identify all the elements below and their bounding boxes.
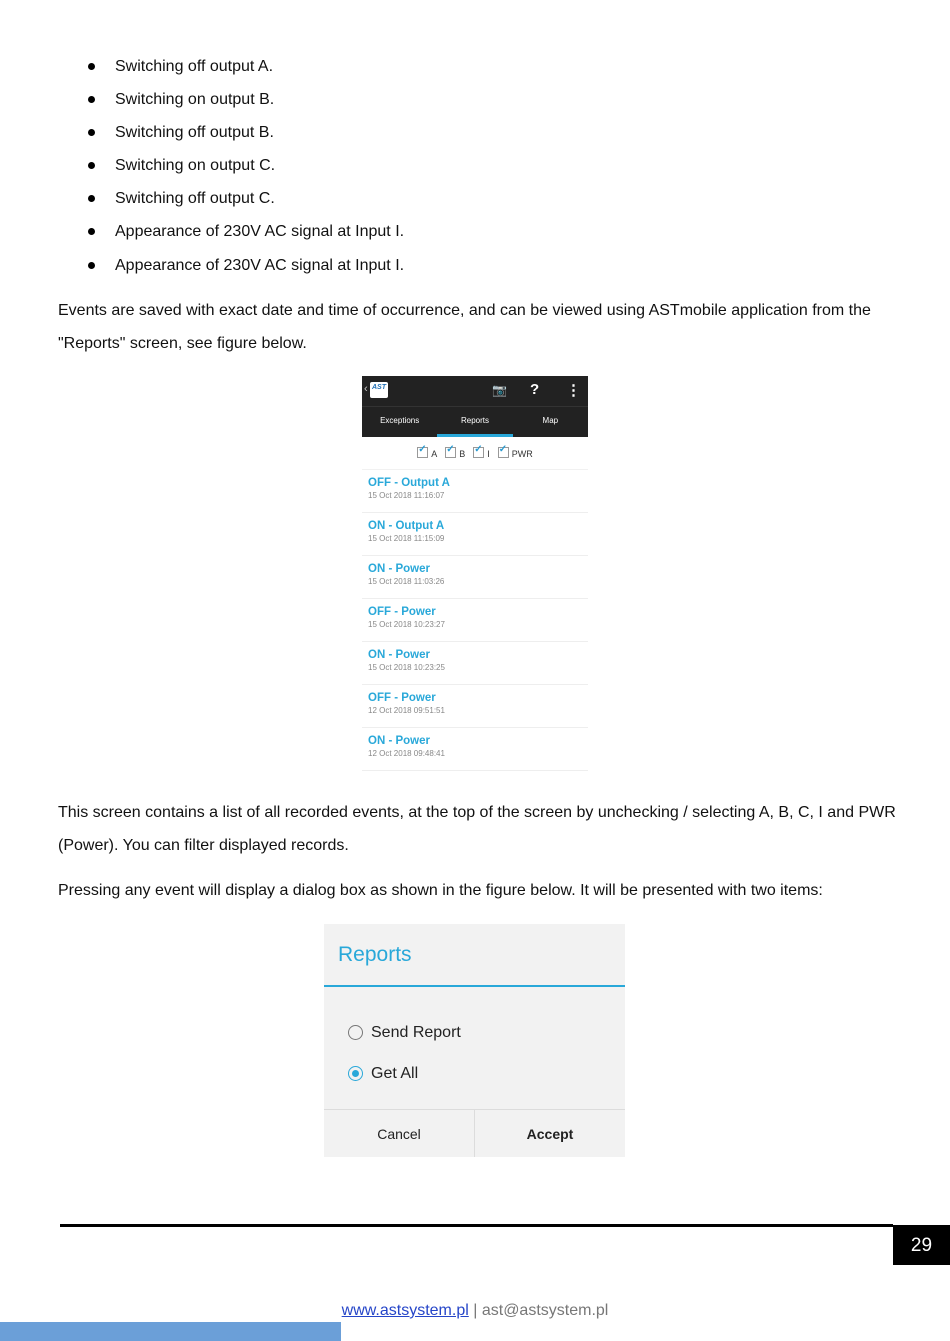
ast-logo: AST — [370, 382, 388, 398]
event-title: ON - Output A — [368, 520, 445, 532]
help-icon[interactable]: ? — [530, 381, 540, 398]
reports-screenshot — [362, 376, 588, 775]
event-item[interactable] — [362, 642, 588, 685]
event-date: 12 Oct 2018 09:51:51 — [368, 706, 445, 715]
bullet-text: Appearance of 230V AC signal at Input I. — [115, 223, 405, 241]
checkbox-icon[interactable] — [473, 447, 484, 458]
filter-a[interactable] — [417, 447, 437, 459]
filter-label: A — [431, 449, 438, 459]
radio-checked-icon[interactable] — [348, 1066, 363, 1081]
filter-label: I — [487, 449, 490, 459]
event-title: OFF - Output A — [368, 477, 450, 489]
bullet-item — [86, 89, 404, 122]
filter-label: B — [459, 449, 466, 459]
bullet-icon — [88, 129, 95, 136]
bullet-icon — [88, 162, 95, 169]
checkbox-icon[interactable] — [445, 447, 456, 458]
radio-unchecked-icon[interactable] — [348, 1025, 363, 1040]
back-icon[interactable]: ‹ — [364, 383, 368, 395]
more-icon[interactable]: ⋮ — [566, 382, 581, 399]
paragraph-dialog-intro: Pressing any event will display a dialog box as shown in the figure below. It will be presented with two items: — [58, 882, 823, 899]
dialog-title: Reports — [324, 924, 625, 987]
event-item[interactable] — [362, 728, 588, 771]
filter-b[interactable] — [445, 447, 465, 459]
footer-contact — [0, 1302, 950, 1320]
option-label: Send Report — [371, 1024, 461, 1041]
footer-rule — [60, 1224, 893, 1227]
bullet-text: Appearance of 230V AC signal at Input I. — [115, 256, 405, 274]
footer-separator: | — [473, 1302, 478, 1319]
bullet-text: Switching on output B. — [115, 91, 275, 109]
event-title: ON - Power — [368, 735, 430, 747]
bullet-text: Switching off output A. — [115, 58, 274, 75]
option-send-report[interactable] — [348, 1023, 461, 1043]
bullet-list — [86, 56, 404, 288]
camera-icon[interactable]: 📷 — [492, 383, 507, 397]
page-number: 29 — [893, 1225, 950, 1265]
tab-reports[interactable]: Reports — [437, 407, 512, 437]
tab-bar — [362, 406, 588, 437]
paragraph-events-saved: Events are saved with exact date and time of occurrence, and can be viewed using ASTmobile application from the "Reports" screen, see figure below. — [58, 302, 871, 352]
bullet-icon — [88, 228, 95, 235]
event-item[interactable] — [362, 685, 588, 728]
footer-color-bar — [0, 1322, 341, 1341]
event-date: 15 Oct 2018 11:16:07 — [368, 491, 445, 500]
event-title: ON - Power — [368, 649, 430, 661]
filter-i[interactable] — [473, 447, 490, 459]
bullet-item — [86, 155, 404, 188]
event-item[interactable] — [362, 599, 588, 642]
bullet-text: Switching off output B. — [115, 124, 274, 142]
reports-dialog — [324, 924, 625, 1157]
event-item[interactable] — [362, 556, 588, 599]
bullet-icon — [88, 96, 95, 103]
bullet-text: Switching off output C. — [115, 190, 275, 208]
event-date: 15 Oct 2018 10:23:25 — [368, 663, 445, 672]
bullet-item — [86, 255, 404, 288]
footer-email: ast@astsystem.pl — [481, 1302, 609, 1319]
paragraph-screen-description: This screen contains a list of all recorded events, at the top of the screen by unchecking / selecting A, B, C, I and PWR (Power). You can filter displayed records. — [58, 804, 896, 854]
filter-row — [362, 437, 588, 470]
event-date: 15 Oct 2018 11:15:09 — [368, 534, 445, 543]
event-title: ON - Power — [368, 563, 430, 575]
dialog-buttons — [324, 1109, 625, 1157]
option-label: Get All — [371, 1065, 419, 1082]
event-date: 15 Oct 2018 10:23:27 — [368, 620, 445, 629]
checkbox-icon[interactable] — [498, 447, 509, 458]
bullet-item — [86, 56, 404, 89]
cancel-button[interactable]: Cancel — [377, 1126, 421, 1142]
tab-exceptions[interactable]: Exceptions — [380, 416, 420, 425]
event-date: 12 Oct 2018 09:48:41 — [368, 749, 445, 758]
filter-pwr[interactable] — [498, 447, 533, 459]
bullet-text: Switching on output C. — [115, 157, 276, 175]
bullet-item — [86, 221, 404, 254]
bullet-icon — [88, 262, 95, 269]
event-title: OFF - Power — [368, 606, 436, 618]
bullet-item — [86, 188, 404, 221]
bullet-item — [86, 122, 404, 155]
bullet-icon — [88, 195, 95, 202]
website-link[interactable]: www.astsystem.pl — [341, 1302, 469, 1319]
bullet-icon — [88, 63, 95, 70]
checkbox-icon[interactable] — [417, 447, 428, 458]
event-date: 15 Oct 2018 11:03:26 — [368, 577, 445, 586]
filter-label: PWR — [511, 449, 533, 459]
tab-map[interactable]: Map — [542, 416, 559, 425]
option-get-all[interactable] — [348, 1064, 418, 1084]
event-item[interactable] — [362, 513, 588, 556]
accept-button[interactable]: Accept — [474, 1110, 625, 1157]
app-toolbar — [362, 376, 588, 406]
event-title: OFF - Power — [368, 692, 436, 704]
event-item[interactable] — [362, 470, 588, 513]
